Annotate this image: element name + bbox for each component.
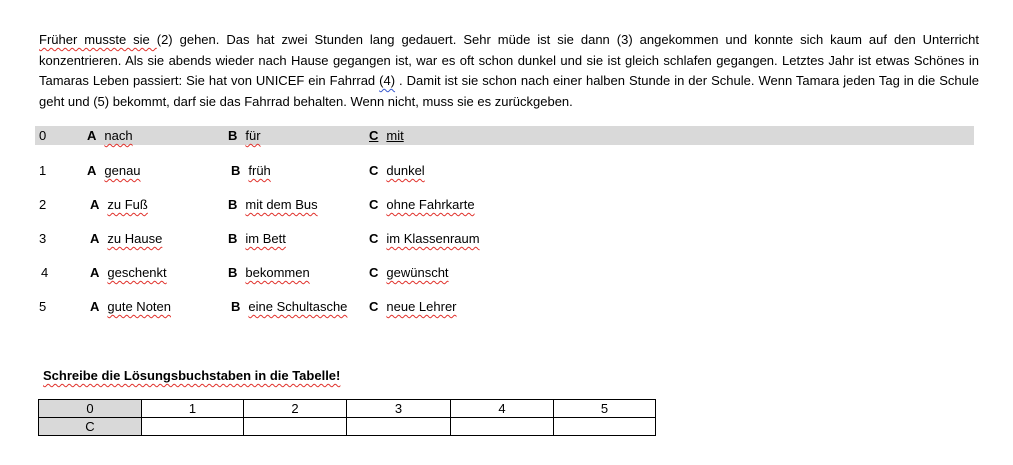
option-c (369, 197, 475, 212)
option-b-text: eine Schultasche (248, 299, 348, 314)
answer-table-answer-row (39, 418, 656, 436)
letter-b: B (228, 265, 238, 280)
answer-cell[interactable] (451, 418, 554, 436)
option-c (369, 265, 449, 280)
letter-a: A (90, 265, 100, 280)
para-seg: bekommt, darf sie das Fahrrad behalten. Wenn nicht, muss sie es zurückgeben. (109, 93, 573, 109)
option-a-text: geschenkt (107, 265, 167, 280)
option-a (90, 197, 148, 212)
option-a-text: gute Noten (107, 299, 171, 314)
option-c (369, 128, 404, 143)
para-seg: gehen. Das hat zwei Stunden lang gedauert. Sehr müde ist sie dann (172, 32, 617, 47)
option-c-text: im Klassenraum (386, 231, 480, 246)
option-c (369, 299, 457, 314)
option-b (228, 197, 318, 212)
answer-header-cell: 1 (142, 400, 244, 418)
letter-c: C (369, 299, 379, 314)
letter-b: B (228, 231, 238, 246)
answer-table (38, 399, 656, 436)
letter-b: B (228, 197, 238, 212)
option-c (369, 163, 425, 178)
option-a-text: zu Hause (107, 231, 163, 246)
option-c-text: mit (386, 128, 404, 143)
answer-cell[interactable] (244, 418, 347, 436)
answer-header-cell: 4 (451, 400, 554, 418)
answer-cell[interactable] (347, 418, 451, 436)
letter-a: A (87, 128, 97, 143)
letter-a: A (90, 197, 100, 212)
option-row-5 (35, 297, 974, 316)
option-number: 1 (39, 163, 47, 178)
answer-header-cell: 0 (39, 400, 142, 418)
option-c (369, 231, 480, 246)
exercise-paragraph (39, 30, 979, 112)
option-number: 4 (41, 265, 49, 280)
para-seg: angekommen und konnte sich kaum auf den Unterricht konzentrieren. Als sie abends wieder nach Hause gegangen ist, war es oft schon dunkel und sie ist gleich schlafen gegangen. Letztes Jahr ist etwas Schönes in Tamaras Leben passiert: Sie hat von UNICEF ein Fahrrad (39, 32, 980, 88)
option-a-text: genau (104, 163, 141, 178)
letter-b: B (228, 128, 238, 143)
option-row-4 (35, 263, 974, 282)
letter-a: A (87, 163, 97, 178)
answer-cell[interactable] (554, 418, 656, 436)
letter-c: C (369, 163, 379, 178)
answer-cell[interactable] (142, 418, 244, 436)
instruction-heading: Schreibe die Lösungsbuchstaben in die Tabelle! (43, 368, 341, 383)
option-c-text: dunkel (386, 163, 425, 178)
option-c-text: ohne Fahrkarte (386, 197, 475, 212)
option-row-0 (35, 126, 974, 145)
answer-cell: C (39, 418, 142, 436)
answer-header-cell: 2 (244, 400, 347, 418)
letter-a: A (90, 299, 100, 314)
letter-c: C (369, 265, 379, 280)
letter-c: C (369, 197, 379, 212)
answer-header-cell: 3 (347, 400, 451, 418)
option-number: 2 (39, 197, 47, 212)
option-b (231, 299, 347, 314)
letter-b: B (231, 299, 241, 314)
option-c-text: gewünscht (386, 265, 449, 280)
option-a (90, 299, 171, 314)
para-seg: . Damit ist sie schon nach einer halben Stunde in der Schule. Wenn Tamara jeden Tag in die Schule geht und (39, 73, 979, 109)
option-c-text: neue Lehrer (386, 299, 457, 314)
option-a-text: zu Fuß (107, 197, 148, 212)
option-row-1 (35, 161, 974, 180)
letter-c: C (369, 128, 379, 143)
option-number: 3 (39, 231, 47, 246)
gap-2: (2) (156, 32, 173, 47)
gap-5: (5) (93, 93, 110, 109)
answer-table-header-row (39, 400, 656, 418)
letter-b: B (231, 163, 241, 178)
option-a (87, 128, 133, 143)
option-b-text: für (245, 128, 261, 143)
letter-c: C (369, 231, 379, 246)
option-b (231, 163, 271, 178)
option-row-3 (35, 229, 974, 248)
para-seg: Früher musste sie (39, 32, 157, 47)
letter-a: A (90, 231, 100, 246)
option-b (228, 231, 286, 246)
option-a (90, 265, 167, 280)
option-number: 0 (39, 128, 47, 143)
option-b (228, 128, 261, 143)
gap-3: (3) (616, 32, 633, 47)
gap-4: (4) (379, 73, 396, 88)
option-number: 5 (39, 299, 47, 314)
option-b (228, 265, 310, 280)
answer-header-cell: 5 (554, 400, 656, 418)
option-b-text: mit dem Bus (245, 197, 318, 212)
option-b-text: im Bett (245, 231, 286, 246)
option-b-text: früh (248, 163, 271, 178)
option-b-text: bekommen (245, 265, 310, 280)
option-a (90, 231, 162, 246)
option-a (87, 163, 141, 178)
option-a-text: nach (104, 128, 133, 143)
option-row-2 (35, 195, 974, 214)
